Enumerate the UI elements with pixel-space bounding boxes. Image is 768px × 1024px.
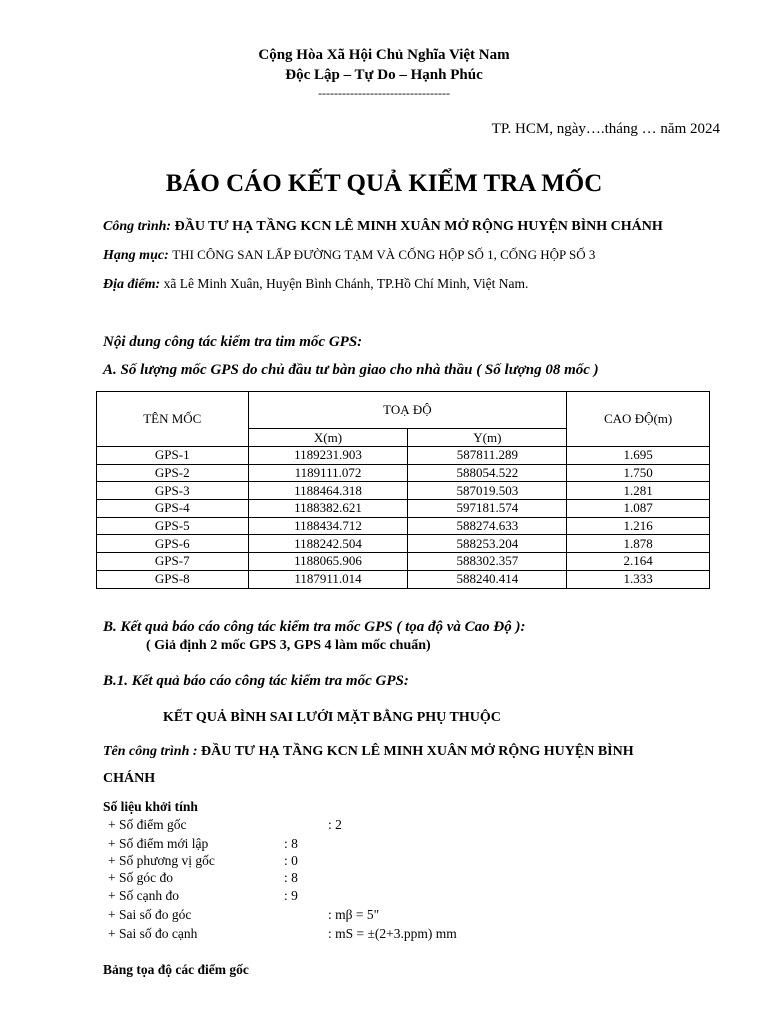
section-b-note: ( Giả định 2 mốc GPS 3, GPS 4 làm mốc chuẩn) xyxy=(146,638,431,653)
stat-value: : mS = ±(2+3.ppm) mm xyxy=(328,926,457,941)
section-a-heading: A. Số lượng mốc GPS do chủ đầu tư bàn giao cho nhà thầu ( Số lượng 08 mốc ) xyxy=(103,362,599,378)
cell-name: GPS-8 xyxy=(97,570,249,588)
cell-name: GPS-2 xyxy=(97,464,249,482)
cell-name: GPS-5 xyxy=(97,517,249,535)
stat-value: : 0 xyxy=(284,853,298,868)
project-name-line xyxy=(103,744,634,760)
cell-name: GPS-4 xyxy=(97,500,249,518)
gps-coordinates-table xyxy=(96,391,710,589)
cell-elevation: 1.216 xyxy=(567,517,710,535)
cell-x: 1188242.504 xyxy=(248,535,408,553)
stat-label: + Số phương vị gốc xyxy=(108,853,215,868)
table-row xyxy=(97,447,710,465)
date-line: TP. HCM, ngày….tháng … năm 2024 xyxy=(491,121,720,137)
category-value: THI CÔNG SAN LẤP ĐƯỜNG TẠM VÀ CỐNG HỘP SỐ 1, CỐNG HỘP SỐ 3 xyxy=(172,247,596,262)
section-intro: Nội dung công tác kiểm tra tim mốc GPS: xyxy=(103,334,363,350)
initial-data-title: Số liệu khởi tính xyxy=(103,799,198,814)
table-row xyxy=(97,517,710,535)
table-row xyxy=(97,464,710,482)
cell-y: 597181.574 xyxy=(408,500,567,518)
section-b-heading: B. Kết quả báo cáo công tác kiểm tra mốc GPS ( tọa độ và Cao Độ ): xyxy=(103,619,526,635)
stat-label: + Số điểm mới lập xyxy=(108,836,209,851)
cell-x: 1188065.906 xyxy=(248,553,408,571)
col-header-elevation: CAO ĐỘ(m) xyxy=(567,392,710,447)
cell-name: GPS-1 xyxy=(97,447,249,465)
cell-y: 588240.414 xyxy=(408,570,567,588)
section-b1-heading: B.1. Kết quả báo cáo công tác kiểm tra mốc GPS: xyxy=(103,673,409,689)
stat-value: : 9 xyxy=(284,888,298,903)
cell-y: 588253.204 xyxy=(408,535,567,553)
project-name-value-cont: CHÁNH xyxy=(103,771,156,786)
location-line xyxy=(103,276,528,293)
table-row xyxy=(97,482,710,500)
report-title: BÁO CÁO KẾT QUẢ KIỂM TRA MỐC xyxy=(165,170,603,197)
cell-elevation: 1.281 xyxy=(567,482,710,500)
project-label: Công trình: xyxy=(103,219,172,234)
motto-heading: Độc Lập – Tự Do – Hạnh Phúc xyxy=(285,67,483,83)
project-value: ĐẦU TƯ HẠ TẦNG KCN LÊ MINH XUÂN MỞ RỘNG HUYỆN BÌNH CHÁNH xyxy=(174,219,663,234)
cell-x: 1189231.903 xyxy=(248,447,408,465)
project-name-label: Tên công trình : xyxy=(103,744,198,759)
cell-y: 588302.357 xyxy=(408,553,567,571)
stat-label: + Số điểm gốc xyxy=(108,817,187,832)
stat-value: : 8 xyxy=(284,870,298,885)
cell-elevation: 1.333 xyxy=(567,570,710,588)
stat-label: + Sai số đo cạnh xyxy=(108,926,198,941)
base-points-title: Bảng tọa độ các điểm gốc xyxy=(103,962,249,977)
cell-elevation: 1.750 xyxy=(567,464,710,482)
cell-elevation: 1.878 xyxy=(567,535,710,553)
stat-value: : 8 xyxy=(284,836,298,851)
table-row xyxy=(97,500,710,518)
country-heading: Cộng Hòa Xã Hội Chủ Nghĩa Việt Nam xyxy=(258,47,510,63)
stat-value: : 2 xyxy=(328,817,342,832)
table-row xyxy=(97,570,710,588)
location-label: Địa điểm: xyxy=(103,277,161,292)
cell-x: 1187911.014 xyxy=(248,570,408,588)
stat-label: + Sai số đo góc xyxy=(108,907,192,922)
table-row xyxy=(97,535,710,553)
cell-x: 1188434.712 xyxy=(248,517,408,535)
cell-y: 588054.522 xyxy=(408,464,567,482)
cell-elevation: 2.164 xyxy=(567,553,710,571)
category-line xyxy=(103,247,595,264)
cell-name: GPS-6 xyxy=(97,535,249,553)
col-header-name: TÊN MỐC xyxy=(97,392,249,447)
location-value: xã Lê Minh Xuân, Huyện Bình Chánh, TP.Hồ Chí Minh, Việt Nam. xyxy=(163,276,529,291)
category-label: Hạng mục: xyxy=(103,248,169,263)
stat-label: + Số góc đo xyxy=(108,870,173,885)
cell-elevation: 1.087 xyxy=(567,500,710,518)
header-divider: --------------------------------- xyxy=(318,86,450,100)
cell-name: GPS-7 xyxy=(97,553,249,571)
cell-x: 1188382.621 xyxy=(248,500,408,518)
cell-x: 1189111.072 xyxy=(248,464,408,482)
cell-y: 587019.503 xyxy=(408,482,567,500)
cell-y: 587811.289 xyxy=(408,447,567,465)
project-name-value: ĐẦU TƯ HẠ TẦNG KCN LÊ MINH XUÂN MỞ RỘNG HUYỆN BÌNH xyxy=(201,744,634,759)
project-line xyxy=(103,219,663,235)
cell-name: GPS-3 xyxy=(97,482,249,500)
col-header-y: Y(m) xyxy=(408,429,567,447)
cell-x: 1188464.318 xyxy=(248,482,408,500)
col-header-x: X(m) xyxy=(248,429,408,447)
stat-label: + Số cạnh đo xyxy=(108,888,179,903)
adjustment-title: KẾT QUẢ BÌNH SAI LƯỚI MẶT BẰNG PHỤ THUỘC xyxy=(163,710,501,725)
cell-y: 588274.633 xyxy=(408,517,567,535)
table-row xyxy=(97,553,710,571)
stat-value: : mβ = 5" xyxy=(328,907,380,922)
cell-elevation: 1.695 xyxy=(567,447,710,465)
col-header-coords: TOẠ ĐỘ xyxy=(248,392,567,429)
